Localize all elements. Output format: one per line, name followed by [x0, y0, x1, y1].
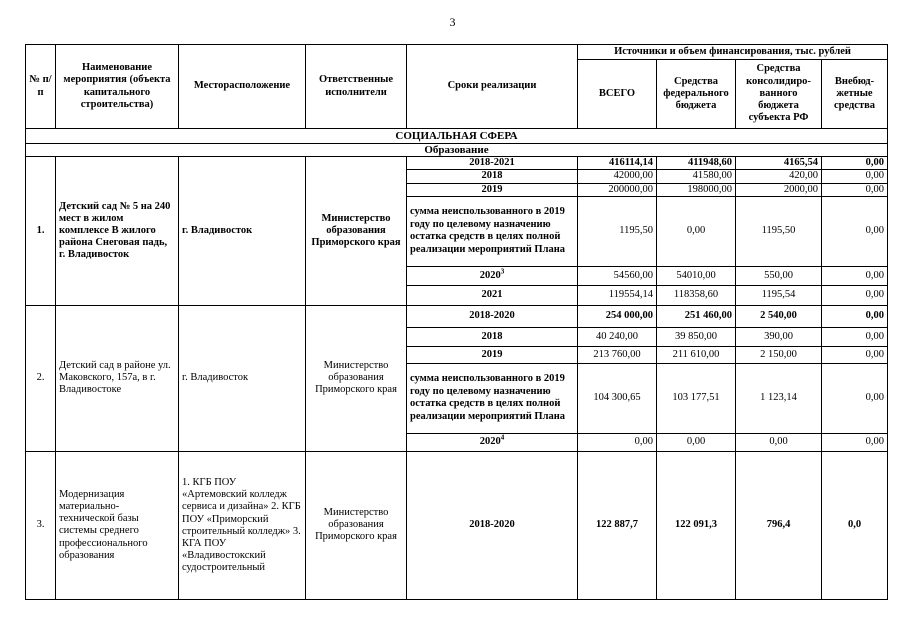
federal-cell: 0,00: [657, 433, 736, 451]
regional-cell: 550,00: [736, 266, 822, 285]
extra-cell: 0,00: [822, 433, 888, 451]
total-cell: 54560,00: [578, 266, 657, 285]
extra-cell: 0,00: [822, 183, 888, 196]
total-cell: 1195,50: [578, 196, 657, 266]
regional-cell: 4165,54: [736, 157, 822, 170]
federal-cell: 0,00: [657, 196, 736, 266]
header-federal: Средства федерального бюджета: [657, 60, 736, 129]
term-cell: 2019: [407, 183, 578, 196]
regional-cell: 390,00: [736, 327, 822, 346]
section-title: СОЦИАЛЬНАЯ СФЕРА: [26, 129, 888, 144]
extra-cell: 0,00: [822, 266, 888, 285]
federal-cell: 118358,60: [657, 285, 736, 305]
project-num: 2.: [26, 305, 56, 451]
header-sources: Источники и объем финансирования, тыс. рублей: [578, 45, 888, 60]
federal-cell: 54010,00: [657, 266, 736, 285]
term-cell: 2018-2020: [407, 305, 578, 327]
financing-table: [25, 44, 888, 600]
total-cell: 104 300,65: [578, 363, 657, 433]
extra-cell: 0,0: [822, 451, 888, 599]
federal-cell: 211 610,00: [657, 346, 736, 363]
header-num: № п/п: [26, 45, 56, 129]
regional-cell: 796,4: [736, 451, 822, 599]
total-cell: 119554,14: [578, 285, 657, 305]
federal-cell: 122 091,3: [657, 451, 736, 599]
federal-cell: 251 460,00: [657, 305, 736, 327]
project-location: г. Владивосток: [179, 157, 306, 306]
extra-cell: 0,00: [822, 285, 888, 305]
project-num: 3.: [26, 451, 56, 599]
extra-cell: 0,00: [822, 170, 888, 183]
regional-cell: 0,00: [736, 433, 822, 451]
project-location: г. Владивосток: [179, 305, 306, 451]
header-executors: Ответственные исполнители: [306, 45, 407, 129]
total-cell: 122 887,7: [578, 451, 657, 599]
federal-cell: 41580,00: [657, 170, 736, 183]
project-executor: Министерство образования Приморского края: [306, 157, 407, 306]
header-terms: Сроки реализации: [407, 45, 578, 129]
term-cell: 2018: [407, 170, 578, 183]
header-name: Наименование мероприятия (объекта капитального строительства): [56, 45, 179, 129]
header-total: ВСЕГО: [578, 60, 657, 129]
total-cell: 254 000,00: [578, 305, 657, 327]
regional-cell: 1195,54: [736, 285, 822, 305]
section-row: [26, 129, 888, 144]
table-row: [26, 157, 888, 170]
footnote-mark: 4: [500, 433, 505, 442]
regional-cell: 2 150,00: [736, 346, 822, 363]
total-cell: 200000,00: [578, 183, 657, 196]
unused-note-cell: сумма неиспользованного в 2019 году по целевому назначению остатка средств в целях полной реализации мероприятий Плана: [407, 196, 578, 266]
table-row: [26, 305, 888, 327]
subsection-title: Образование: [26, 144, 888, 157]
project-num: 1.: [26, 157, 56, 306]
header-regional: Средства консолидиро-ванного бюджета субъекта РФ: [736, 60, 822, 129]
extra-cell: 0,00: [822, 196, 888, 266]
term-cell: 2021: [407, 285, 578, 305]
total-cell: 42000,00: [578, 170, 657, 183]
total-cell: 40 240,00: [578, 327, 657, 346]
total-cell: 0,00: [578, 433, 657, 451]
regional-cell: 420,00: [736, 170, 822, 183]
term-cell: 2018: [407, 327, 578, 346]
regional-cell: 2 540,00: [736, 305, 822, 327]
term-cell: 2018-2020: [407, 451, 578, 599]
term-cell: [407, 433, 578, 451]
term-value: 2020: [479, 436, 501, 448]
extra-cell: 0,00: [822, 346, 888, 363]
total-cell: 213 760,00: [578, 346, 657, 363]
table-row: [26, 451, 888, 599]
federal-cell: 198000,00: [657, 183, 736, 196]
term-cell: [407, 266, 578, 285]
federal-cell: 411948,60: [657, 157, 736, 170]
project-name: Детский сад в районе ул. Маковского, 157а, в г. Владивостоке: [56, 305, 179, 451]
term-cell: 2018-2021: [407, 157, 578, 170]
federal-cell: 103 177,51: [657, 363, 736, 433]
project-location: 1. КГБ ПОУ «Артемовский колледж сервиса и дизайна» 2. КГБ ПОУ «Приморский строительный колледж» 3. КГА ПОУ «Владивостокский судостроительный: [179, 451, 306, 599]
extra-cell: 0,00: [822, 305, 888, 327]
federal-cell: 39 850,00: [657, 327, 736, 346]
project-name: Детский сад № 5 на 240 мест в жилом комплексе В жилого района Снеговая падь, г. Владивосток: [56, 157, 179, 306]
total-cell: 416114,14: [578, 157, 657, 170]
regional-cell: 1 123,14: [736, 363, 822, 433]
project-name: Модернизация материально-технической базы системы среднего профессионального образования: [56, 451, 179, 599]
extra-cell: 0,00: [822, 363, 888, 433]
extra-cell: 0,00: [822, 327, 888, 346]
project-executor: Министерство образования Приморского края: [306, 305, 407, 451]
header-location: Месторасположение: [179, 45, 306, 129]
subsection-row: [26, 144, 888, 157]
unused-note-cell: сумма неиспользованного в 2019 году по целевому назначению остатка средств в целях полной реализации мероприятий Плана: [407, 363, 578, 433]
project-executor: Министерство образования Приморского края: [306, 451, 407, 599]
term-cell: 2019: [407, 346, 578, 363]
header-extra: Внебюд-жетные средства: [822, 60, 888, 129]
header-row-1: [26, 45, 888, 60]
extra-cell: 0,00: [822, 157, 888, 170]
footnote-mark: 3: [500, 267, 505, 276]
term-value: 2020: [479, 269, 501, 281]
regional-cell: 2000,00: [736, 183, 822, 196]
regional-cell: 1195,50: [736, 196, 822, 266]
page-number: 3: [449, 15, 456, 29]
